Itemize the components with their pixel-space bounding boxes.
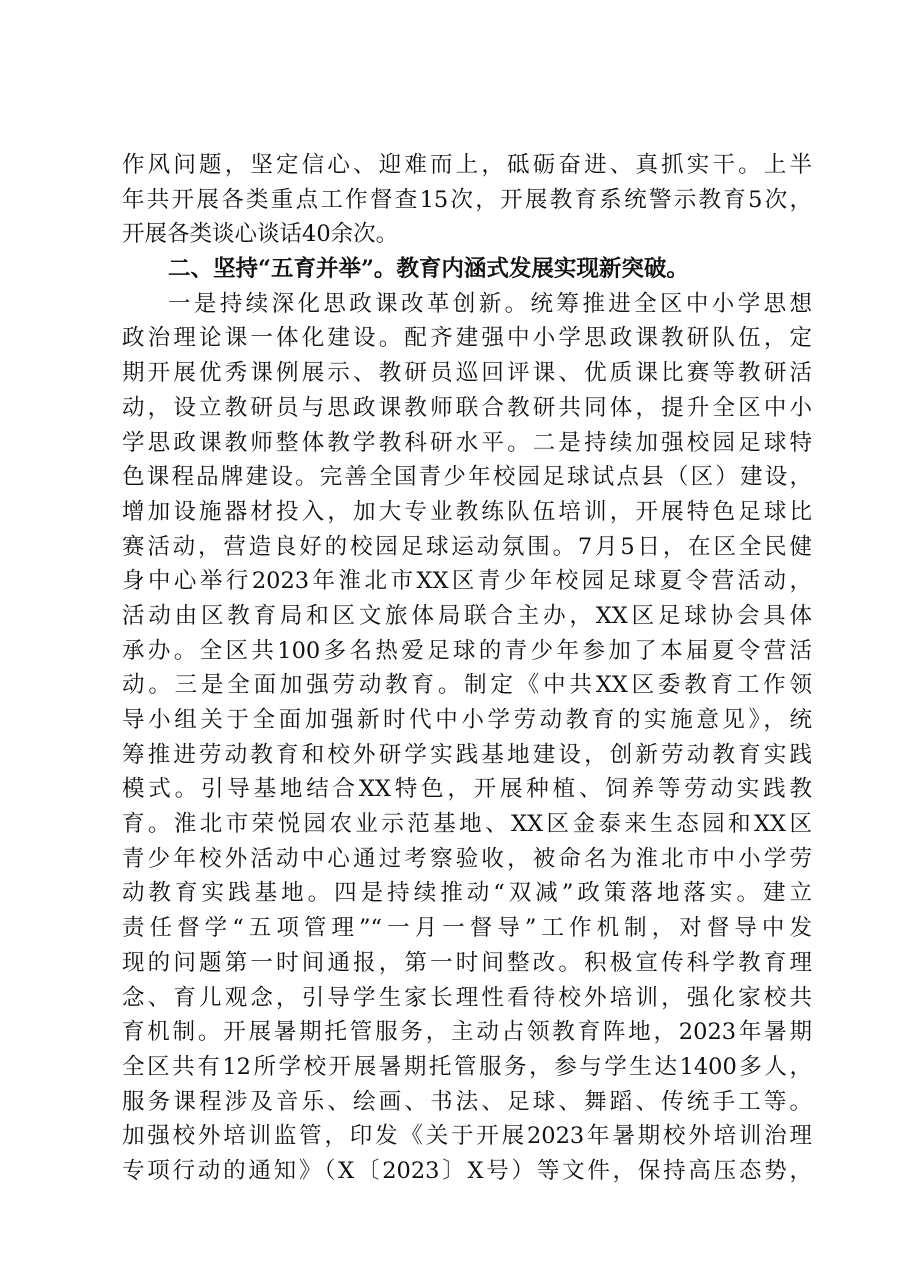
text-line-5: 一是持续深化思政课改革创新。统筹推进全区中小学思想 — [168, 290, 812, 317]
text-line-10: 色课程品牌建设。完善全国青少年校园足球试点县（区）建设， — [122, 464, 812, 491]
text-line-12: 赛活动，营造良好的校园足球运动氛围。7月5日，在区全民健 — [122, 533, 812, 560]
text-line-14: 活动由区教育局和区文旅体局联合主办，XX区足球协会具体 — [122, 602, 812, 629]
text-line-29: 加强校外培训监管，印发《关于开展2023年暑期校外培训治理 — [122, 1123, 812, 1150]
text-line-22: 动教育实践基地。四是持续推动“双减”政策落地落实。建立 — [122, 880, 812, 907]
text-line-1: 作风问题，坚定信心、迎难而上，砥砺奋进、真抓实干。上半 — [122, 152, 812, 178]
text-line-9: 学思政课教师整体教学教科研水平。二是持续加强校园足球特 — [122, 429, 812, 456]
text-line-15: 承办。全区共100多名热爱足球的青少年参加了本届夏令营活 — [122, 637, 812, 664]
section-heading: 二、坚持“五育并举”。教育内涵式发展实现新突破。 — [168, 256, 689, 283]
text-line-21: 青少年校外活动中心通过考察验收，被命名为淮北市中小学劳 — [122, 845, 812, 872]
text-line-25: 念、育儿观念，引导学生家长理性看待校外培训，强化家校共 — [122, 984, 812, 1011]
text-line-8: 动，设立教研员与思政课教师联合教研共同体，提升全区中小 — [122, 394, 812, 421]
text-line-16: 动。三是全面加强劳动教育。制定《中共XX区委教育工作领 — [122, 672, 812, 699]
text-line-26: 育机制。开展暑期托管服务，主动占领教育阵地，2023年暑期 — [122, 1019, 812, 1046]
text-line-23: 责任督学“五项管理”“一月一督导”工作机制，对督导中发 — [122, 915, 812, 942]
text-line-7: 期开展优秀课例展示、教研员巡回评课、优质课比赛等教研活 — [122, 360, 812, 387]
text-line-11: 增加设施器材投入，加大专业教练队伍培训，开展特色足球比 — [122, 498, 812, 525]
text-line-2: 年共开展各类重点工作督查15次，开展教育系统警示教育5次， — [122, 186, 812, 213]
text-line-3: 开展各类谈心谈话40余次。 — [122, 221, 399, 248]
text-line-17: 导小组关于全面加强新时代中小学劳动教育的实施意见》，统 — [122, 707, 812, 733]
text-line-6: 政治理论课一体化建设。配齐建强中小学思政课教研队伍，定 — [122, 325, 812, 352]
text-line-24: 现的问题第一时间通报，第一时间整改。积极宣传科学教育理 — [122, 949, 812, 976]
text-line-20: 育。淮北市荣悦园农业示范基地、XX区金泰来生态园和XX区 — [122, 811, 812, 838]
text-line-19: 模式。引导基地结合XX特色，开展种植、饲养等劳动实践教 — [122, 776, 812, 803]
text-line-18: 筹推进劳动教育和校外研学实践基地建设，创新劳动教育实践 — [122, 741, 812, 768]
text-line-28: 服务课程涉及音乐、绘画、书法、足球、舞蹈、传统手工等。 — [122, 1088, 812, 1115]
document-body — [122, 148, 812, 1189]
text-line-13: 身中心举行2023年淮北市XX区青少年校园足球夏令营活动， — [122, 568, 812, 595]
text-line-27: 全区共有12所学校开展暑期托管服务，参与学生达1400多人， — [122, 1053, 812, 1080]
text-line-30: 专项行动的通知》（X〔2023〕X号）等文件，保持高压态势， — [122, 1157, 812, 1184]
